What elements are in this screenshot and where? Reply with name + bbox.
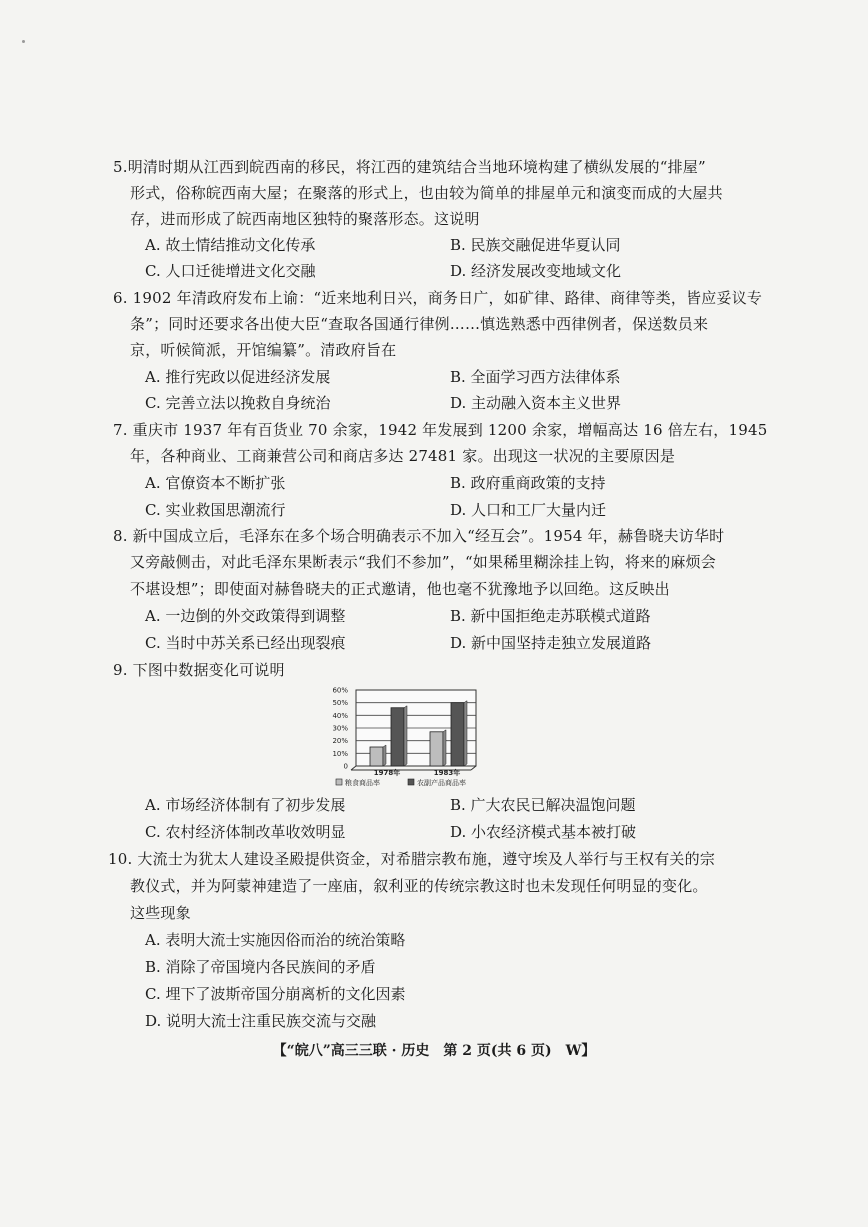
legend-swatch bbox=[408, 779, 414, 785]
y-tick-label: 50% bbox=[332, 699, 348, 708]
q7-option-c: C. 实业救国思潮流行 bbox=[145, 501, 286, 519]
scan-speck bbox=[22, 40, 25, 43]
q8-line-3: 不堪设想”；即使面对赫鲁晓夫的正式邀请，他也毫不犹豫地予以回绝。这反映出 bbox=[130, 580, 670, 598]
q5-line-2: 形式，俗称皖西南大屋；在聚落的形式上，也由较为简单的排屋单元和演变而成的大屋共 bbox=[130, 184, 723, 202]
q6-line-2: 条”；同时还要求各出使大臣“查取各国通行律例……慎选熟悉中西律例者，保送数员来 bbox=[130, 315, 709, 333]
q10-option-b: B. 消除了帝国境内各民族间的矛盾 bbox=[145, 958, 376, 976]
q7-option-b: B. 政府重商政策的支持 bbox=[450, 474, 606, 492]
q10-option-d: D. 说明大流士注重民族交流与交融 bbox=[145, 1012, 377, 1030]
bar-grain-0 bbox=[370, 747, 383, 766]
legend-label: 农副产品商品率 bbox=[417, 779, 466, 787]
q6-option-c: C. 完善立法以挽救自身统治 bbox=[145, 394, 331, 412]
q6-line-1: 6. 1902 年清政府发布上谕：“近来地利日兴，商务日广，如矿律、路律、商律等类，皆应妥议专 bbox=[113, 289, 763, 307]
y-tick-label: 10% bbox=[332, 749, 348, 758]
q10-option-a: A. 表明大流士实施因俗而治的统治策略 bbox=[145, 931, 406, 949]
q6-option-d: D. 主动融入资本主义世界 bbox=[450, 394, 622, 412]
q5-line-1: 5.明清时期从江西到皖西南的移民，将江西的建筑结合当地环境构建了横纵发展的“排屋” bbox=[113, 158, 706, 176]
bar-side bbox=[464, 701, 467, 766]
page-footer: 【“皖八”高三三联 · 历史 第 2 页(共 6 页) W】 bbox=[272, 1043, 596, 1059]
q8-line-2: 又旁敲侧击，对此毛泽东果断表示“我们不参加”，“如果稀里糊涂挂上钩，将来的麻烦会 bbox=[130, 553, 717, 571]
y-tick-label: 0 bbox=[343, 762, 348, 771]
q9-line-1: 9. 下图中数据变化可说明 bbox=[113, 661, 285, 679]
y-tick-label: 20% bbox=[332, 737, 348, 746]
x-tick-label: 1978年 bbox=[373, 769, 401, 777]
bar-side bbox=[383, 745, 386, 766]
q10-line-1: 10. 大流士为犹太人建设圣殿提供资金，对希腊宗教布施，遵守埃及人举行与王权有关的宗 bbox=[108, 850, 716, 868]
q8-option-d: D. 新中国坚持走独立发展道路 bbox=[450, 634, 652, 652]
q9-option-c: C. 农村经济体制改革收效明显 bbox=[145, 823, 346, 841]
y-tick-label: 40% bbox=[332, 711, 348, 720]
legend-swatch bbox=[336, 779, 342, 785]
q9-option-b: B. 广大农民已解决温饱问题 bbox=[450, 796, 636, 814]
y-tick-label: 30% bbox=[332, 724, 348, 733]
q7-option-a: A. 官僚资本不断扩张 bbox=[145, 474, 286, 492]
q5-option-a: A. 故土情结推动文化传承 bbox=[145, 236, 316, 254]
q9-option-d: D. 小农经济模式基本被打破 bbox=[450, 823, 637, 841]
floor-right bbox=[471, 766, 476, 770]
x-tick-label: 1983年 bbox=[433, 769, 461, 777]
q5-option-b: B. 民族交融促进华夏认同 bbox=[450, 236, 621, 254]
bar-side bbox=[404, 706, 407, 766]
y-tick-label: 60% bbox=[332, 686, 348, 695]
q7-line-2: 年，各种商业、工商兼营公司和商店多达 27481 家。出现这一状况的主要原因是 bbox=[130, 447, 676, 465]
q5-option-c: C. 人口迁徙增进文化交融 bbox=[145, 262, 316, 280]
q10-line-3: 这些现象 bbox=[130, 904, 191, 922]
q7-option-d: D. 人口和工厂大量内迁 bbox=[450, 501, 607, 519]
q8-option-a: A. 一边倒的外交政策得到调整 bbox=[145, 607, 346, 625]
floor-edge bbox=[351, 766, 356, 770]
q9-option-a: A. 市场经济体制有了初步发展 bbox=[145, 796, 346, 814]
q8-option-c: C. 当时中苏关系已经出现裂痕 bbox=[145, 634, 346, 652]
q7-line-1: 7. 重庆市 1937 年有百货业 70 余家，1942 年发展到 1200 余家，增幅高达 16 倍左右，1945 bbox=[113, 421, 768, 439]
q8-line-1: 8. 新中国成立后，毛泽东在多个场合明确表示不加入“经互会”。1954 年，赫鲁晓夫访华时 bbox=[113, 527, 725, 545]
q6-option-a: A. 推行宪政以促进经济发展 bbox=[145, 368, 331, 386]
legend-label: 粮食商品率 bbox=[345, 779, 380, 787]
q5-option-d: D. 经济发展改变地域文化 bbox=[450, 262, 622, 280]
q5-line-3: 存，进而形成了皖西南地区独特的聚落形态。这说明 bbox=[130, 210, 480, 228]
q6-line-3: 京，听候简派，开馆编纂”。清政府旨在 bbox=[130, 341, 397, 359]
q8-option-b: B. 新中国拒绝走苏联模式道路 bbox=[450, 607, 651, 625]
bar-chart bbox=[330, 684, 500, 792]
bar-sideline-1 bbox=[451, 703, 464, 766]
q10-option-c: C. 埋下了波斯帝国分崩离析的文化因素 bbox=[145, 985, 406, 1003]
q10-line-2: 教仪式，并为阿蒙神建造了一座庙，叙利亚的传统宗教这时也未发现任何明显的变化。 bbox=[130, 877, 708, 895]
bar-sideline-0 bbox=[391, 708, 404, 766]
q6-option-b: B. 全面学习西方法律体系 bbox=[450, 368, 621, 386]
bar-grain-1 bbox=[430, 732, 443, 766]
bar-side bbox=[443, 730, 446, 766]
